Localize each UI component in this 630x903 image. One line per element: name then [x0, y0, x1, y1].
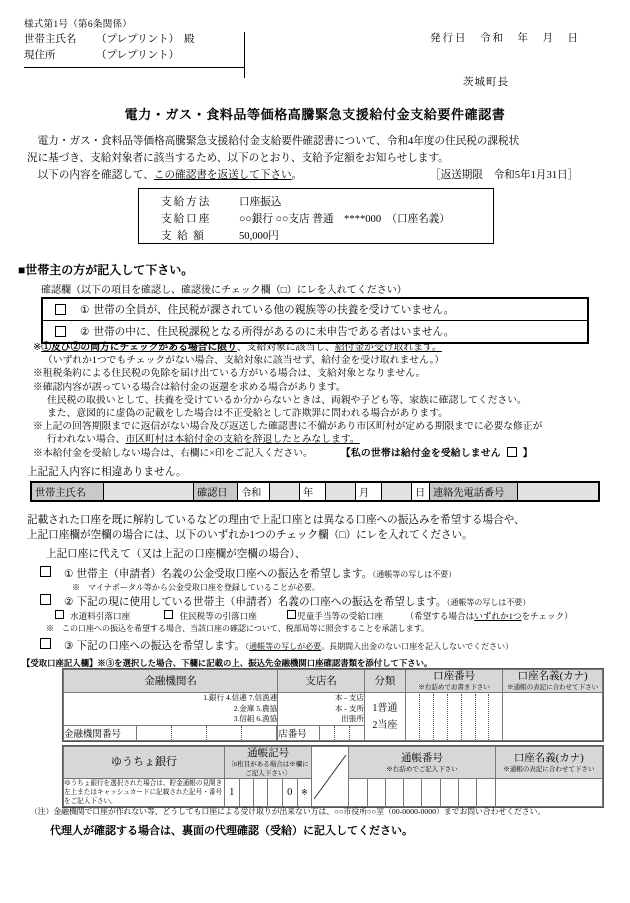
note-line-6: また、意図的に虚偽の記載をした場合は不正受給として詐欺罪に問われる場合があります。 [47, 408, 448, 420]
receiving-account-lead: 【受取口座記入欄】※③を選択した場合、下欄に記載の上、振込先金融機関口座確認書類を添付して下さい。 [22, 659, 433, 668]
yucho-account-name-input[interactable] [495, 779, 602, 807]
addressee-row-address [24, 48, 244, 64]
yucho-symbol-digit-1[interactable]: 1 [224, 779, 239, 807]
bank-branch-code-label: 店番号 [278, 726, 319, 741]
payment-summary-box [138, 188, 494, 244]
alt-account-sub: 上記口座に代えて（又は上記の口座欄が空欄の場合）、 [46, 549, 306, 560]
payment-row-amount [161, 228, 493, 245]
alt-option-1[interactable] [40, 566, 456, 581]
checklist-text-1: 世帯の全員が、住民税が課されている他の親族等の扶養を受けていません。 [93, 305, 455, 316]
footer-cta: 代理人が確認する場合は、裏面の代理確認（受給）に記入してください。 [50, 825, 413, 837]
note-1-emph: ①及び②の両方にチェックがある場合に限り [41, 342, 237, 353]
intro-line-2: 況に基づき、支給対象者に該当するため、以下のとおり、支給予定額をお知らせします。 [27, 153, 449, 164]
bank-header-account-name [503, 670, 603, 693]
issuer-name: 茨城町長 [463, 77, 509, 88]
addressee-label-address: 現住所 [24, 50, 56, 61]
note-1-tail: 給付金が受け取れます。 [334, 342, 442, 353]
sig-input-year[interactable] [270, 483, 300, 500]
payment-label-amount: 支給額 [161, 231, 210, 242]
checkbox-icon-confirm-2[interactable] [55, 326, 66, 337]
payment-label-method: 支給方法 [161, 197, 212, 208]
bank-kind-line-2: 2.金庫 5.農協 [233, 703, 278, 713]
yucho-symbol-digit-6-kome[interactable]: ※ [297, 779, 312, 807]
bank-header-account-name-sub: ※通帳の表記に合わせて下さい [507, 684, 599, 691]
sig-unit-month: 月 [356, 483, 382, 500]
alt-option-1-small: （通帳等の写しは不要） [372, 570, 457, 579]
checklist-text-2: 世帯の中に、住民税課税となる所得があるのに未申告である者はいません。 [93, 327, 455, 338]
decline-label: 私の世帯は給付金を受給しません [350, 447, 501, 459]
bank-account-types[interactable] [364, 693, 405, 741]
checkbox-icon-decline[interactable] [507, 447, 517, 457]
note-line-1 [33, 341, 625, 354]
bank-header-row [64, 670, 603, 693]
intro-line-3-post: 。 [291, 170, 303, 181]
yucho-symbol-header [224, 747, 311, 779]
decline-bracket-open: 【 [340, 447, 351, 459]
bank-header-account-name-main: 口座名義(カナ) [517, 671, 588, 682]
checkbox-icon-subcheck-water[interactable] [55, 610, 64, 619]
note-line-4: ※確認内容が誤っている場合は給付金の返還を求める場合があります。 [33, 381, 346, 393]
payment-row-account [161, 211, 493, 228]
yucho-number-digit-5[interactable] [422, 779, 440, 807]
yucho-symbol-header-main: 通帳記号 [247, 748, 290, 759]
decline-option[interactable] [341, 447, 533, 460]
bank-header-account-no [405, 670, 502, 693]
alt-option-2-small: （通帳等の写しは不要） [446, 598, 531, 607]
return-deadline: ［返送期限 令和5年1月31日］ [430, 170, 579, 181]
yucho-number-digit-4[interactable] [404, 779, 422, 807]
checklist-row-1[interactable] [43, 299, 587, 320]
sig-label-householder-name: 世帯主氏名 [32, 483, 104, 500]
yucho-symbol-digit-2[interactable] [239, 779, 253, 807]
checklist-row-2[interactable] [43, 320, 587, 342]
sig-unit-year: 年 [300, 483, 326, 500]
bank-branch-code-input[interactable] [319, 726, 364, 741]
yucho-account-table [62, 745, 604, 808]
note-line-9 [33, 447, 625, 460]
bank-account-name-input[interactable] [503, 693, 603, 741]
bank-institution-kinds [64, 693, 278, 726]
sig-input-day[interactable] [382, 483, 412, 500]
bank-body-row [64, 693, 603, 726]
branch-kind-1: 本 - 支店 [334, 693, 364, 703]
checkbox-icon-subcheck-childallowance[interactable] [287, 610, 296, 619]
alt-option-2-subchecks[interactable] [55, 610, 573, 622]
account-type-futsu[interactable]: 1普通 [372, 702, 398, 714]
subcheck-hint-post: をチェック） [521, 611, 573, 621]
diagonal-slash-icon [312, 753, 348, 801]
bank-kind-line-3: 3.信組 6.漁協 [233, 714, 278, 724]
bank-account-table [62, 668, 604, 742]
alt-account-lead-line1: 記載された口座を既に解約しているなどの理由で上記口座とは異なる口座への振込みを希望する場合や、 [27, 515, 525, 526]
bank-account-no-input[interactable] [405, 693, 502, 741]
intro-line-3-underline: この確認書を返送して下さい [153, 170, 292, 181]
yucho-instruction-note: ゆうちょ銀行を選択された場合は、貯金通帳の見開き左上またはキャッシュカードに記載された記号・番号をご記入下さい。 [64, 779, 225, 807]
subcheck-hint-underline: いずれか1つ [474, 611, 522, 621]
note-8-underline: 市区町村は本給付金の支給を辞退したとみなします。 [125, 434, 360, 446]
yucho-symbol-digit-5[interactable]: 0 [282, 779, 297, 807]
alt-account-lead [27, 513, 525, 543]
yucho-account-name-main: 口座名義(カナ) [513, 752, 584, 764]
section-heading-householder: ■世帯主の方が記入して下さい。 [18, 263, 194, 277]
alt-option-3-text: 下記の口座への振込を希望します。 [76, 641, 246, 652]
confirmation-checklist [41, 297, 589, 344]
yucho-number-header-sub: ※右詰めでご記入下さい [386, 765, 458, 773]
alt-option-3[interactable] [40, 638, 513, 653]
payment-value-account: ○○銀行 ○○支店 普通 ****000 （口座名義） [239, 214, 450, 225]
checklist-number-2: ② [80, 326, 90, 338]
sig-unit-day: 日 [412, 483, 430, 500]
alt-option-3-small-post: 。長期間入出金のない口座を記入しないでください） [321, 642, 514, 651]
account-type-toza[interactable]: 2当座 [372, 719, 398, 731]
alt-option-1-note: ※ マイナポータル等から公金受取口座を登録していることが必要。 [72, 583, 320, 592]
subcheck-label-water: 水道料引落口座 [70, 611, 131, 621]
bank-institution-code-input[interactable] [137, 726, 277, 741]
intro-line-3-pre: 以下の内容を確認して、 [37, 170, 154, 181]
bank-branch-kinds [278, 693, 365, 726]
footer-note: （注）金融機関で口座が作れない等、どうしても口座による受け取りが出来ない方は、○○市役所○○室（00-0000-0000）までお問い合わせください。 [30, 807, 546, 816]
yucho-number-digit-6[interactable] [440, 779, 458, 807]
addressee-row-name [24, 32, 244, 48]
yucho-number-digit-1[interactable] [349, 779, 367, 807]
alt-account-lead-line2: 上記口座欄が空欄の場合には、以下のいずれか1つのチェック欄（□）にレを入れてください。 [27, 530, 473, 541]
form-number: 様式第1号（第6条関係） [24, 20, 133, 30]
payment-value-method: 口座振込 [239, 197, 282, 208]
alt-option-2-text: 下記の現に使用している世帯主（申請者）名義の口座への振込を希望します。 [76, 597, 447, 608]
payment-row-method [161, 194, 493, 211]
bank-header-branch: 支店名 [278, 670, 365, 693]
note-line-8 [33, 433, 625, 446]
yucho-number-digit-2[interactable] [367, 779, 385, 807]
signature-table [30, 481, 600, 502]
sig-input-phone[interactable] [518, 483, 598, 500]
yucho-symbol-sub-1: 〔6桁目がある場合は※欄に [227, 761, 309, 768]
note-9-text: ※本給付金を受給しない場合は、右欄に×印をご記入ください。 [33, 447, 313, 459]
subcheck-hint-pre: （希望する場合は [405, 611, 475, 621]
issue-date: 発行日 令和 年 月 日 [430, 33, 580, 44]
checkbox-icon-option-2[interactable] [40, 594, 51, 605]
payment-label-account: 支給口座 [161, 214, 212, 225]
yucho-symbol-digit-3[interactable] [254, 779, 268, 807]
bank-header-account-no-main: 口座番号 [433, 671, 476, 682]
intro-line-1: 電力・ガス・食料品等価格高騰緊急支援給付金支給要件確認書について、令和4年度の住民税の課税状 [37, 136, 520, 147]
addressee-block [24, 32, 244, 68]
note-line-2: （いずれか1つでもチェックがない場合、支給対象に該当せず、給付金を受け取れません。） [43, 355, 445, 367]
checkbox-icon-option-1[interactable] [40, 566, 51, 577]
yucho-number-digit-8[interactable] [477, 779, 495, 807]
checkbox-icon-option-3[interactable] [40, 638, 51, 649]
bank-kind-line-1: 1.銀行 4.信連 7.信漁連 [203, 693, 278, 703]
note-line-3: ※租税条約による住民税の免除を届け出ている方がいる場合は、支給対象となりません。 [33, 368, 426, 380]
addressee-value-address: （プレプリント） [96, 50, 180, 61]
note-1-mark: ※ [33, 342, 42, 353]
sig-label-confirm-date: 確認日 [194, 483, 238, 500]
checkbox-icon-subcheck-tax[interactable] [164, 610, 173, 619]
addressee-suffix-dono: 殿 [184, 34, 195, 45]
alt-option-3-number: ③ [64, 641, 74, 652]
signature-lead-text: 上記記入内容に相違ありません。 [27, 467, 187, 478]
sig-era-reiwa: 令和 [238, 483, 270, 500]
decline-bracket-close: 】 [522, 447, 533, 459]
alt-option-3-small-pre: （ [245, 642, 250, 651]
page-title: 電力・ガス・食料品等価格高騰緊急支援給付金支給要件確認書 [124, 107, 506, 122]
note-8-pre: 行われない場合、 [47, 434, 126, 446]
bank-header-institution: 金融機関名 [64, 670, 278, 693]
branch-kind-3: 出張所 [341, 714, 364, 724]
addressee-value-name: （プレプリント） [96, 34, 180, 45]
yucho-bank-name: ゆうちょ銀行 [64, 747, 225, 779]
yucho-number-digit-3[interactable] [385, 779, 403, 807]
yucho-slash-cell [312, 747, 349, 807]
yucho-number-header [349, 747, 495, 779]
notes-block [33, 341, 625, 460]
sig-label-phone: 連絡先電話番号 [430, 483, 518, 500]
subcheck-label-tax: 住民税等の引落口座 [179, 611, 257, 621]
checkbox-icon-confirm-1[interactable] [55, 304, 66, 315]
header-divider-line [244, 32, 245, 78]
bank-header-type: 分類 [364, 670, 405, 693]
checklist-number-1: ① [80, 304, 90, 316]
sig-input-householder-name[interactable] [104, 483, 194, 500]
alt-option-3-small-underline: 通帳等の写しが必要 [249, 642, 322, 651]
note-line-7: ※上記の回答期限までに返信がない場合及び返送した確認書に不備があり市区町村が定める期限までに必要な修正が [33, 421, 543, 433]
addressee-label-name: 世帯主氏名 [24, 34, 77, 45]
yucho-symbol-sub-2: ご記入下さい〕 [245, 770, 291, 777]
subcheck-label-childallowance: 児童手当等の受給口座 [297, 611, 384, 621]
payment-value-amount: 50,000円 [239, 231, 279, 242]
branch-kind-2: 本 - 支所 [334, 703, 364, 713]
note-1-mid: 、支給対象に該当し、 [236, 342, 335, 353]
yucho-account-name-header [495, 747, 602, 779]
alt-option-1-number: ① [64, 569, 74, 580]
yucho-account-name-sub: ※通帳の表記に合わせて下さい [503, 765, 595, 773]
bank-header-account-no-sub: ※右詰めでお書き下さい [418, 684, 490, 691]
alt-option-2-number: ② [64, 597, 74, 608]
bank-institution-code-label: 金融機関番号 [64, 726, 137, 741]
confirm-instruction: 確認欄（以下の項目を確認し、確認後にチェック欄（□）にレを入れてください） [41, 285, 407, 296]
yucho-symbol-digit-4[interactable] [268, 779, 282, 807]
alt-option-1-text: 世帯主（申請者）名義の公金受取口座への振込を希望します。 [76, 569, 373, 580]
yucho-header-row [64, 747, 603, 779]
alt-option-2[interactable] [40, 594, 530, 609]
sig-input-month[interactable] [326, 483, 356, 500]
yucho-number-digit-7[interactable] [459, 779, 477, 807]
yucho-number-header-main: 通帳番号 [400, 752, 443, 764]
note-line-5: 住民税の取扱いとして、扶養を受けているか分からないときは、両親や子ども等、家族に確認してください。 [47, 394, 527, 406]
alt-option-2-note: ※ この口座への振込を希望する場合、当該口座の確認について、税部局等に照会することを承諾します。 [46, 624, 430, 633]
